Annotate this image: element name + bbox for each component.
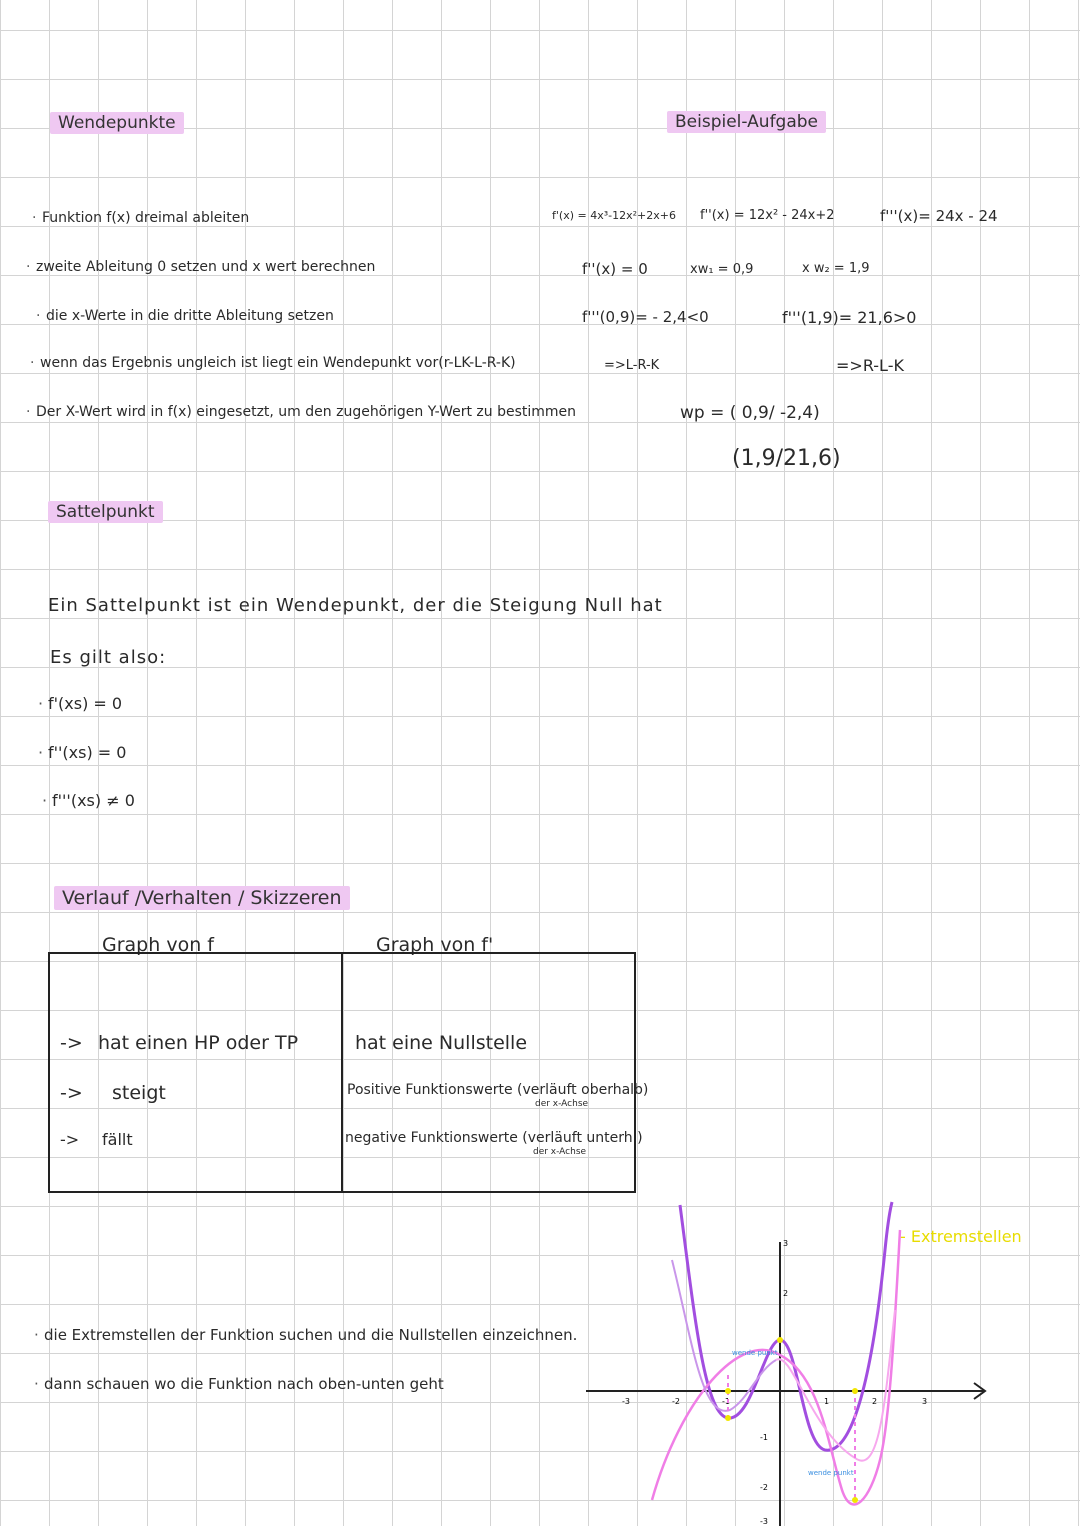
nullstelle-point-1 xyxy=(725,1388,731,1394)
curve-fsecond xyxy=(672,1260,776,1411)
instruction-1: · die Extremstellen der Funktion suchen und die Nullstellen einzeichnen. xyxy=(44,1326,577,1344)
verlauf-table xyxy=(48,952,649,1193)
y-tick-3: 3 xyxy=(783,1239,789,1248)
row3-f: fällt xyxy=(102,1130,133,1149)
wendepunkte-step-1: · Funktion f(x) dreimal ableiten xyxy=(42,210,249,226)
beispiel-wp2: (1,9/21,6) xyxy=(732,446,841,471)
label-wendepunkt-2: wende punkt xyxy=(808,1469,854,1477)
sketch-graph xyxy=(580,1200,1000,1526)
beispiel-xw1: xw₁ = 0,9 xyxy=(690,262,754,277)
sattelpunkt-definition: Ein Sattelpunkt ist ein Wendepunkt, der die Steigung Null hat xyxy=(48,595,663,616)
sattelpunkt-condition-2: · f''(xs) = 0 xyxy=(48,743,126,762)
wendepunkte-step-5: · Der X-Wert wird in f(x) eingesetzt, um den zugehörigen Y-Wert zu bestimmen xyxy=(36,404,576,420)
row3-arrow: -> xyxy=(60,1130,80,1149)
sattelpunkt-es-gilt: Es gilt also: xyxy=(50,647,167,668)
wendepunkte-step-2: · zweite Ableitung 0 setzen und x wert berechnen xyxy=(36,259,375,275)
beispiel-zero: f''(x) = 0 xyxy=(582,260,648,278)
beispiel-heading: Beispiel-Aufgabe xyxy=(667,111,826,133)
beispiel-wp1: wp = ( 0,9/ -2,4) xyxy=(680,403,820,423)
extrema-point-1 xyxy=(725,1415,731,1421)
row2-sub: der x-Achse xyxy=(535,1099,589,1109)
wendepunkte-step-4: · wenn das Ergebnis ungleich ist liegt ein Wendepunkt vor(r-LK-L-R-K) xyxy=(40,355,516,371)
sattelpunkt-condition-1: · f'(xs) = 0 xyxy=(48,694,122,713)
extrema-point-3 xyxy=(852,1497,858,1503)
wendepunkte-step-3: · die x-Werte in die dritte Ableitung setzen xyxy=(46,308,334,324)
row1-fprime: hat eine Nullstelle xyxy=(355,1032,528,1054)
y-tick-neg1: -1 xyxy=(760,1433,768,1442)
beispiel-check2: f'''(1,9)= 21,6>0 xyxy=(782,308,917,327)
x-tick-2: 2 xyxy=(872,1397,878,1406)
row2-fprime: Positive Funktionswerte (verläuft oberhalb) xyxy=(347,1082,649,1098)
table-cell-fprime xyxy=(342,953,649,1192)
row3-sub: der x-Achse xyxy=(533,1147,587,1157)
beispiel-res2: =>R-L-K xyxy=(836,356,904,375)
instruction-2: · dann schauen wo die Funktion nach oben-unten geht xyxy=(44,1375,444,1393)
row1-f: hat einen HP oder TP xyxy=(98,1032,299,1054)
beispiel-f2: f''(x) = 12x² - 24x+2 xyxy=(700,208,835,223)
beispiel-f1: f'(x) = 4x³-12x²+2x+6 xyxy=(552,209,676,222)
nullstelle-point-2 xyxy=(852,1388,858,1394)
row3-fprime: negative Funktionswerte (verläuft unterh ) xyxy=(345,1130,643,1146)
curve-fsecond-right xyxy=(776,1310,895,1461)
x-tick-neg1: -1 xyxy=(722,1397,730,1406)
extrema-point-2 xyxy=(777,1337,783,1343)
sattelpunkt-heading: Sattelpunkt xyxy=(48,501,163,523)
beispiel-f3: f'''(x)= 24x - 24 xyxy=(880,207,998,225)
beispiel-xw2: x w₂ = 1,9 xyxy=(802,261,870,276)
y-tick-neg2: -2 xyxy=(760,1483,768,1492)
x-tick-3: 3 xyxy=(922,1397,928,1406)
row2-f: steigt xyxy=(112,1082,166,1104)
col-header-f: Graph von f xyxy=(102,934,214,956)
wendepunkte-heading: Wendepunkte xyxy=(50,112,184,134)
row2-arrow: -> xyxy=(60,1082,83,1104)
sattelpunkt-condition-3: · f'''(xs) ≠ 0 xyxy=(52,791,135,810)
y-tick-neg3: -3 xyxy=(760,1517,768,1526)
x-tick-neg3: -3 xyxy=(622,1397,630,1406)
x-tick-1: 1 xyxy=(824,1397,830,1406)
x-tick-neg2: -2 xyxy=(672,1397,680,1406)
y-tick-2: 2 xyxy=(783,1289,789,1298)
verlauf-heading: Verlauf /Verhalten / Skizzeren xyxy=(54,886,350,910)
row1-arrow: -> xyxy=(60,1032,83,1054)
label-wendepunkt-1: wende punkt xyxy=(732,1349,778,1357)
graph-legend: - Extremstellen xyxy=(900,1227,1022,1246)
beispiel-res1: =>L-R-K xyxy=(604,358,660,373)
col-header-fprime: Graph von f' xyxy=(376,934,494,956)
table-cell-f xyxy=(49,953,342,1192)
beispiel-check1: f'''(0,9)= - 2,4<0 xyxy=(582,308,709,326)
